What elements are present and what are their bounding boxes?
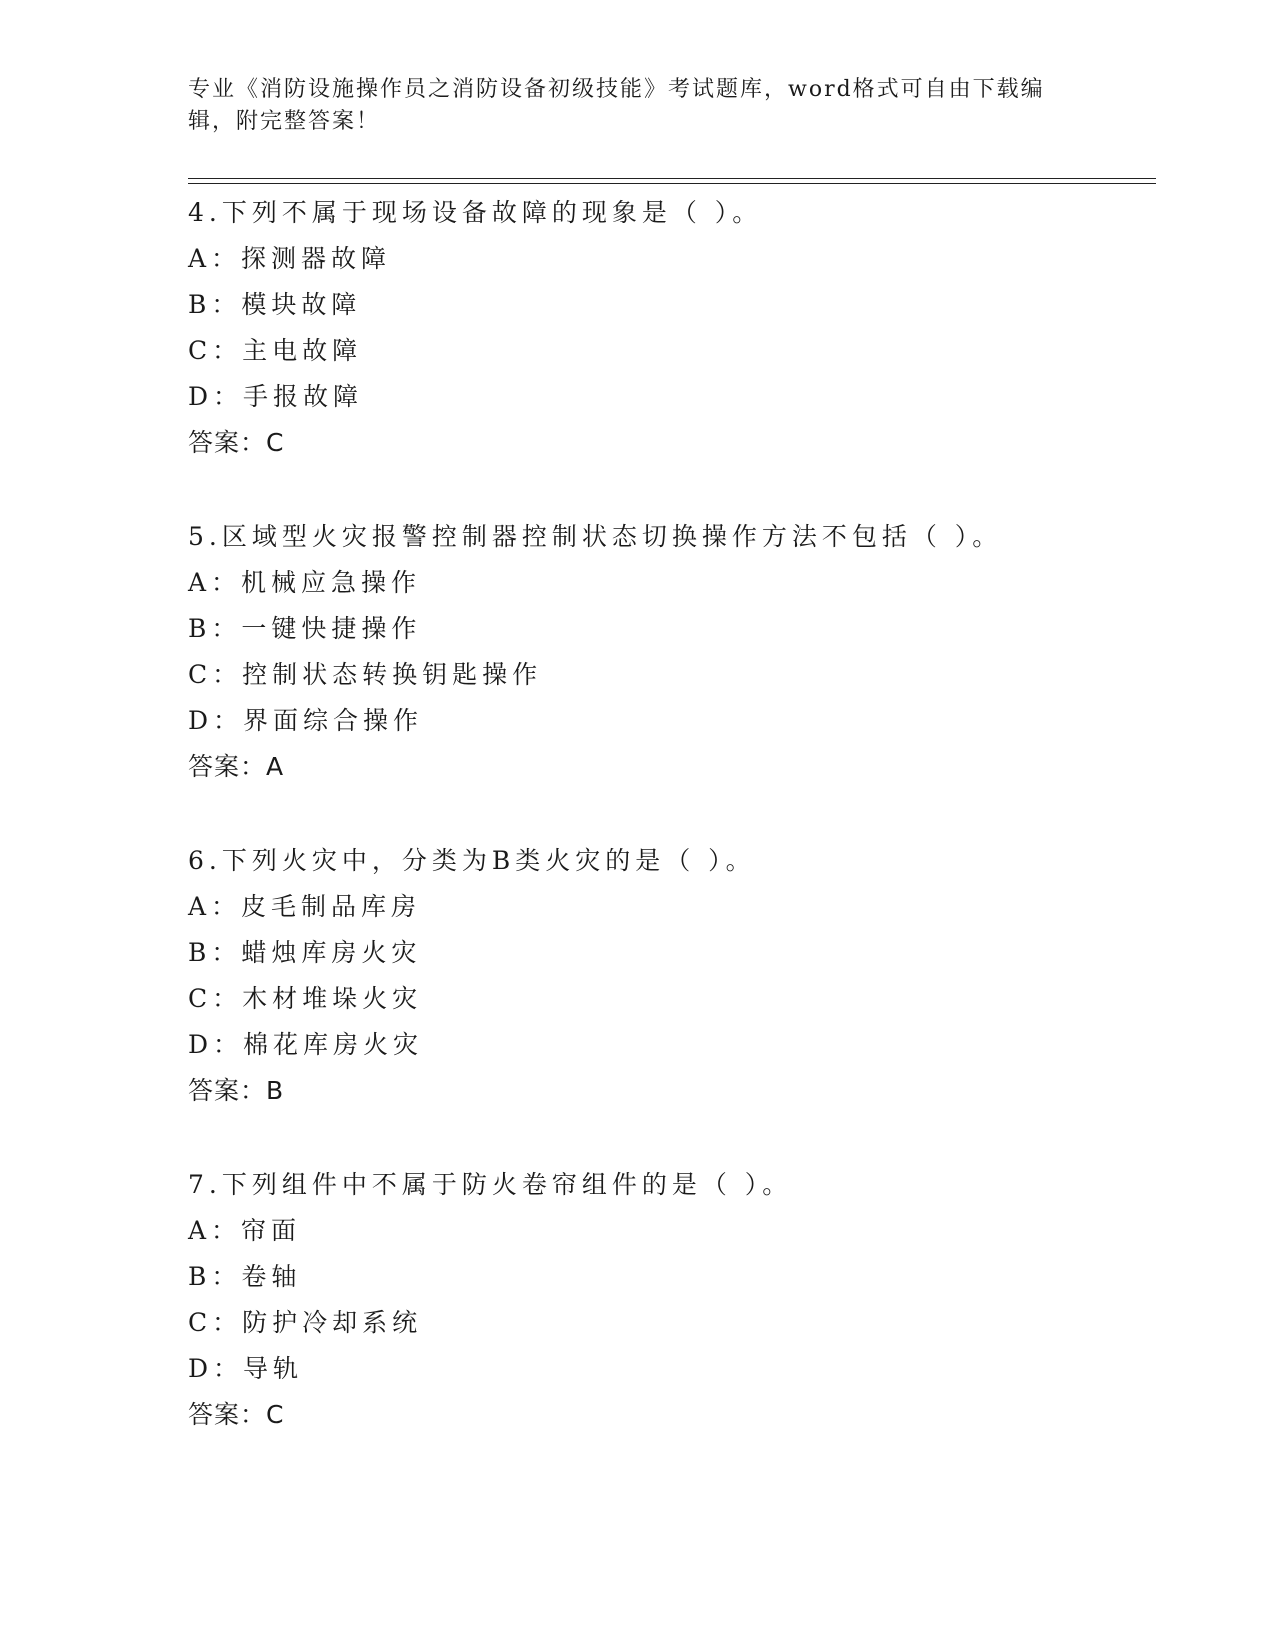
option-b: B：模块故障 (188, 290, 362, 319)
header-divider-bottom (188, 183, 1156, 184)
option-c: C：控制状态转换钥匙操作 (188, 660, 543, 689)
question-list (188, 190, 1148, 1486)
option-c: C：木材堆垛火灾 (188, 984, 423, 1013)
question-item (188, 838, 1148, 1114)
question-item (188, 190, 1148, 466)
question-stem: 7.下列组件中不属于防火卷帘组件的是（ ）。 (188, 1170, 793, 1199)
option-a: A：机械应急操作 (188, 568, 422, 597)
question-item (188, 1162, 1148, 1438)
option-b: B：蜡烛库房火灾 (188, 938, 422, 967)
option-b: B：一键快捷操作 (188, 614, 422, 643)
option-a: A：帘面 (188, 1216, 302, 1245)
question-item (188, 514, 1148, 790)
option-b: B：卷轴 (188, 1262, 302, 1291)
option-c: C：主电故障 (188, 336, 363, 365)
answer-line: 答案：B (188, 1076, 285, 1105)
header-divider-top (188, 178, 1156, 179)
question-stem: 6.下列火灾中，分类为B类火灾的是（ ）。 (188, 846, 756, 875)
option-a: A：皮毛制品库房 (188, 892, 422, 921)
option-c: C：防护冷却系统 (188, 1308, 423, 1337)
option-d: D：手报故障 (188, 382, 364, 411)
question-stem: 5.区域型火灾报警控制器控制状态切换操作方法不包括（ ）。 (188, 522, 1003, 551)
option-a: A：探测器故障 (188, 244, 392, 273)
option-d: D：界面综合操作 (188, 706, 424, 735)
option-d: D：导轨 (188, 1354, 304, 1383)
question-stem: 4.下列不属于现场设备故障的现象是（ ）。 (188, 198, 763, 227)
answer-line: 答案：C (188, 428, 285, 457)
answer-line: 答案：C (188, 1400, 285, 1429)
document-intro: 专业《消防设施操作员之消防设备初级技能》考试题库，word格式可自由下载编辑，附完整答案！ (188, 77, 1045, 134)
answer-line: 答案：A (188, 752, 285, 781)
option-d: D：棉花库房火灾 (188, 1030, 424, 1059)
